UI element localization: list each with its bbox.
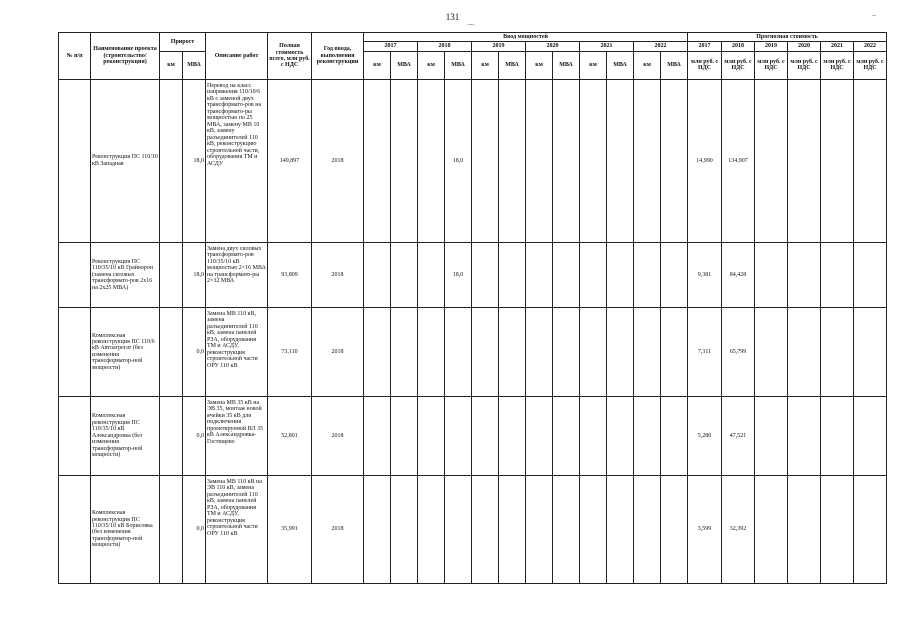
growth-mva: 0,0	[183, 396, 206, 475]
header-mva: МВА	[499, 51, 526, 79]
full-cost: 52,801	[268, 396, 312, 475]
header-cost-unit: млн руб. с НДС	[854, 51, 887, 79]
header-mva: МВА	[391, 51, 418, 79]
cost-2018: 84,428	[722, 242, 755, 307]
input-year: 2018	[312, 79, 364, 242]
header-cost-unit: млн руб. с НДС	[788, 51, 821, 79]
cost-2018: 134,907	[722, 79, 755, 242]
input-year: 2018	[312, 307, 364, 396]
work-description: Замена МВ 110 кВ, замена разъединителей 110 кВ, замена панелей РЗА, оборудования ТМ и АСДУ, реконструкция строительной части ОРУ 110 кВ	[206, 307, 268, 396]
mva-2018: 18,0	[445, 242, 472, 307]
project-name: Комплексная реконструкция ПС 110/35/10 кВ Борисовка (без изменения трансформатор-ной мощности)	[91, 475, 160, 583]
header-year-input: Год ввода, выполнения реконструкции	[312, 33, 364, 80]
header-mva: МВА	[661, 51, 688, 79]
header-cost-year: 2017	[688, 42, 722, 51]
work-description: Замена МВ 35 кВ на ЭВ 35, монтаж новой ячейки 35 кВ для подключения проектируемой ВЛ 35 кВ Александровка-Гостищево	[206, 396, 268, 475]
cost-2017: 9,381	[688, 242, 722, 307]
cost-2017: 5,280	[688, 396, 722, 475]
header-km: км	[472, 51, 499, 79]
header-km: км	[364, 51, 391, 79]
header-km: км	[160, 51, 183, 79]
header-cost-unit: млн руб. с НДС	[688, 51, 722, 79]
header-mva: МВА	[183, 51, 206, 79]
header-cost-year: 2021	[821, 42, 854, 51]
header-year: 2018	[418, 42, 472, 51]
capacity-investment-table	[58, 32, 887, 584]
header-growth: Прирост	[160, 33, 206, 52]
header-cost-year: 2022	[854, 42, 887, 51]
header-year: 2020	[526, 42, 580, 51]
header-year: 2021	[580, 42, 634, 51]
project-name: Комплексная реконструкция ПС 110/6 кВ Автоагрегат (без изменения трансформатор-ной мощности)	[91, 307, 160, 396]
header-cost-unit: млн руб. с НДС	[821, 51, 854, 79]
cost-2017: 3,599	[688, 475, 722, 583]
row-num	[59, 307, 91, 396]
scan-mark: –	[872, 10, 876, 19]
full-cost: 93,809	[268, 242, 312, 307]
header-year: 2022	[634, 42, 688, 51]
row-num	[59, 475, 91, 583]
full-cost: 35,991	[268, 475, 312, 583]
cost-2018: 32,392	[722, 475, 755, 583]
header-description: Описание работ	[206, 33, 268, 80]
header-cost-year: 2020	[788, 42, 821, 51]
work-description: Замена МВ 110 кВ на ЭВ 110 кВ, замена разъединителей 110 кВ, замена панелей РЗА, оборудования ТМ и АСДУ, реконструкция строительной части ОРУ 110 кВ	[206, 475, 268, 583]
header-cost-year: 2018	[722, 42, 755, 51]
scan-mark: ⌒	[467, 24, 475, 33]
row-num	[59, 79, 91, 242]
header-km: км	[526, 51, 553, 79]
mva-2018	[445, 307, 472, 396]
header-forecast-cost: Прогнозная стоимость	[688, 33, 887, 42]
project-name: Реконструкция ПС 110/10 кВ Западная	[91, 79, 160, 242]
table-row	[59, 242, 887, 307]
mva-2018	[445, 396, 472, 475]
table-row	[59, 79, 887, 242]
header-year: 2019	[472, 42, 526, 51]
header-km: км	[634, 51, 661, 79]
input-year: 2018	[312, 396, 364, 475]
header-num: № п/п	[59, 33, 91, 80]
work-description: Перевод на класс напряжения 110/10/6 кВ с заменой двух трансформато-ров на трансформато-ры мощностью по 25 МВА, замену МВ 10 кВ, замену разъединителей 110 кВ, реконструкцию строительной части, оборудования ТМ и АСДУ	[206, 79, 268, 242]
mva-2018	[445, 475, 472, 583]
table-row	[59, 307, 887, 396]
header-cost-year: 2019	[755, 42, 788, 51]
header-year: 2017	[364, 42, 418, 51]
project-name: Реконструкция ПС 110/35/10 кВ Грайворон (замена силовых трансформато-ров 2х16 на 2х25 МВА)	[91, 242, 160, 307]
input-year: 2018	[312, 242, 364, 307]
growth-mva: 18,0	[183, 242, 206, 307]
full-cost: 73,110	[268, 307, 312, 396]
cost-2017: 7,311	[688, 307, 722, 396]
row-num	[59, 242, 91, 307]
work-description: Замена двух силовых трансформато-ров 110/35/10 кВ мощностью 2×16 МВА на трансформато-ры 2×32 МВА	[206, 242, 268, 307]
project-name: Комплексная реконструкция ПС 110/35/10 кВ Александровка (без изменения трансформатор-ной мощности)	[91, 396, 160, 475]
table-row	[59, 475, 887, 583]
header-mva: МВА	[553, 51, 580, 79]
full-cost: 149,897	[268, 79, 312, 242]
header-mva: МВА	[607, 51, 634, 79]
mva-2018: 18,0	[445, 79, 472, 242]
header-capacity-input: Ввод мощностей	[364, 33, 688, 42]
growth-mva: 0,0	[183, 475, 206, 583]
header-cost-unit: млн руб. с НДС	[755, 51, 788, 79]
growth-mva: 18,0	[183, 79, 206, 242]
row-num	[59, 396, 91, 475]
cost-2018: 47,521	[722, 396, 755, 475]
header-km: км	[418, 51, 445, 79]
header-cost-unit: млн руб. с НДС	[722, 51, 755, 79]
header-full-cost: Полная стоимость всего, млн руб. с НДС	[268, 33, 312, 80]
header-mva: МВА	[445, 51, 472, 79]
cost-2018: 65,799	[722, 307, 755, 396]
table-row	[59, 396, 887, 475]
page-number: 131	[445, 12, 460, 22]
header-name: Наименование проекта (строительство/ реконструкция)	[91, 33, 160, 80]
header-km: км	[580, 51, 607, 79]
input-year: 2018	[312, 475, 364, 583]
cost-2017: 14,990	[688, 79, 722, 242]
growth-mva: 0,0	[183, 307, 206, 396]
